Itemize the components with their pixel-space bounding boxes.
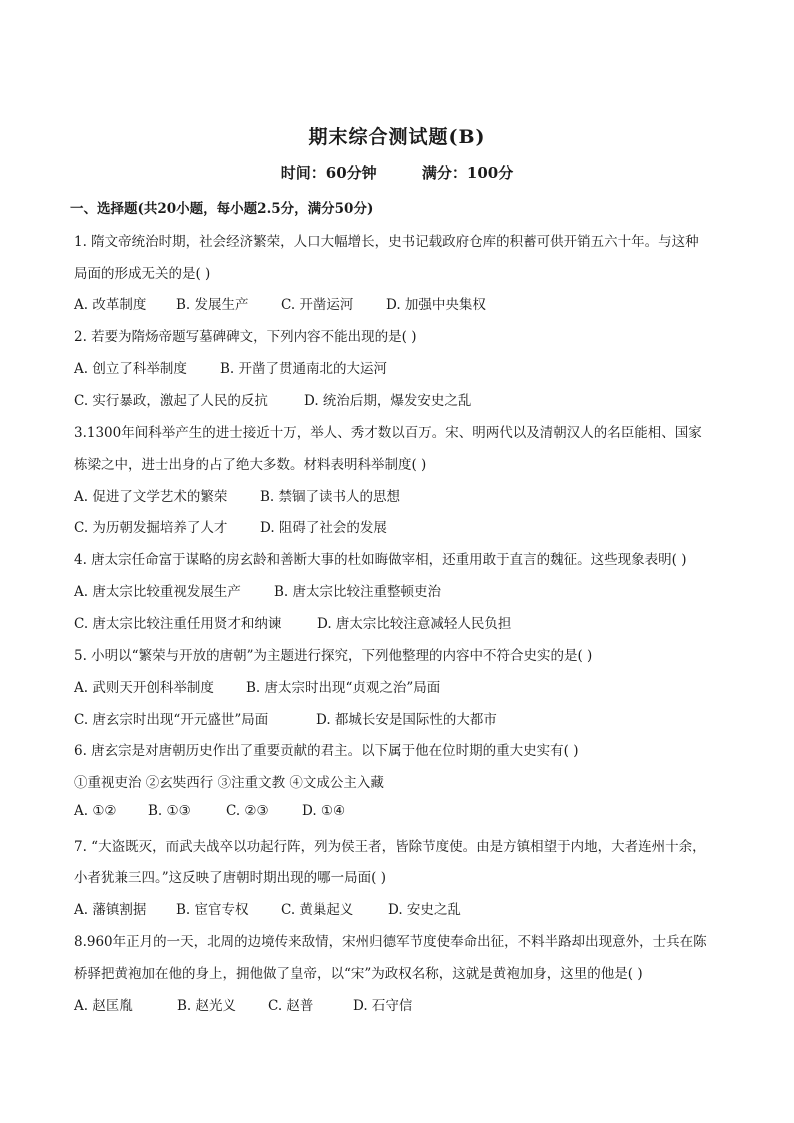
question-7-line-2: 小者犹兼三四。”这反映了唐朝时期出现的哪一局面( )	[74, 870, 386, 886]
question-2-line-1: 2. 若要为隋炀帝题写墓碑碑文，下列内容不能出现的是( )	[74, 329, 417, 345]
option-c: C. 唐玄宗时出现“开元盛世”局面	[74, 712, 269, 728]
option-d: D. 唐太宗比较注意减轻人民负担	[317, 616, 512, 632]
question-1-options	[74, 293, 486, 313]
option-d: D. 阻碍了社会的发展	[260, 520, 387, 536]
option-a: A. 促进了文学艺术的繁荣	[74, 489, 228, 505]
exam-time: 时间：60分钟	[280, 164, 377, 182]
question-4-options-row-1	[74, 580, 441, 600]
option-a: A. 武则天开创科举制度	[74, 680, 214, 696]
option-b: B. 开凿了贯通南北的大运河	[220, 361, 388, 377]
option-a: A. 改革制度	[74, 297, 147, 313]
page-title: 期末综合测试题(B)	[308, 126, 486, 148]
option-b: B. 发展生产	[176, 297, 249, 313]
question-5-line-1: 5. 小明以“繁荣与开放的唐朝”为主题进行探究，下列他整理的内容中不符合史实的是( )	[74, 648, 593, 664]
option-c: C. 黄巢起义	[281, 902, 354, 918]
exam-score: 满分：100分	[421, 164, 514, 182]
question-6-options	[74, 803, 345, 819]
option-a: A. 创立了科举制度	[74, 361, 187, 377]
option-d: D. 都城长安是国际性的大都市	[316, 712, 497, 728]
option-b: B. 禁锢了读书人的思想	[260, 489, 401, 505]
option-c: C. ②③	[226, 803, 269, 819]
question-4-options-row-2	[74, 612, 511, 632]
option-d: D. 安史之乱	[388, 902, 461, 918]
question-2-options-row-2	[74, 389, 471, 409]
question-5-options-row-1	[74, 676, 440, 696]
option-c: C. 唐太宗比较注重任用贤才和纳谏	[74, 616, 282, 632]
question-7-line-1: 7. “大盗既灭，而武夫战卒以功起行阵，列为侯王者，皆除节度使。由是方镇相望于内地，大者连州十余，	[74, 839, 706, 855]
question-3-options-row-1	[74, 485, 400, 505]
question-5-options-row-2	[74, 708, 497, 728]
question-3-options-row-2	[74, 516, 387, 536]
option-b: B. 赵光义	[177, 998, 237, 1014]
question-6-line-2: ①重视吏治 ②玄奘西行 ③注重文教 ④文成公主入藏	[74, 775, 384, 791]
option-a: A. 赵匡胤	[74, 998, 133, 1014]
question-2-options-row-1	[74, 357, 387, 377]
option-a: A. 唐太宗比较重视发展生产	[74, 584, 241, 600]
question-1-line-2: 局面的形成无关的是( )	[74, 266, 211, 282]
question-3-line-1: 3.1300年间科举产生的进士接近十万，举人、秀才数以百万。宋、明两代以及清朝汉人的名臣能相、国家	[74, 425, 702, 441]
exam-info	[0, 162, 794, 183]
option-a: A. 藩镇割据	[74, 902, 147, 918]
option-c: C. 为历朝发掘培养了人才	[74, 520, 228, 536]
question-6-line-1: 6. 唐玄宗是对唐朝历史作出了重要贡献的君主。以下属于他在位时期的重大史实有( )	[74, 743, 579, 759]
question-8-line-1: 8.960年正月的一天，北周的边境传来敌情，宋州归德军节度使奉命出征，不料半路却出现意外，士兵在陈	[74, 934, 707, 950]
section-heading: 一、选择题(共20小题，每小题2.5分，满分50分)	[70, 201, 374, 217]
question-4-line-1: 4. 唐太宗任命富于谋略的房玄龄和善断大事的杜如晦做宰相，还重用敢于直言的魏征。这些现象表明( )	[74, 552, 687, 568]
option-d: D. 石守信	[353, 998, 413, 1014]
option-c: C. 开凿运河	[281, 297, 354, 313]
option-b: B. ①③	[148, 803, 191, 819]
question-8-options	[74, 994, 412, 1014]
question-7-options	[74, 898, 461, 918]
question-8-line-2: 桥驿把黄袍加在他的身上，拥他做了皇帝，以“宋”为政权名称，这就是黄袍加身，这里的他是( )	[74, 966, 643, 982]
option-b: B. 唐太宗时出现“贞观之治”局面	[246, 680, 441, 696]
option-d: D. ①④	[302, 803, 346, 819]
option-c: C. 赵普	[268, 998, 314, 1014]
question-1-line-1: 1. 隋文帝统治时期，社会经济繁荣，人口大幅增长，史书记载政府仓库的积蓄可供开销五六十年。与这种	[74, 234, 699, 250]
option-a: A. ①②	[74, 803, 117, 819]
option-b: B. 唐太宗比较注重整顿吏治	[274, 584, 442, 600]
option-c: C. 实行暴政，激起了人民的反抗	[74, 393, 268, 409]
option-b: B. 宦官专权	[176, 902, 249, 918]
question-3-line-2: 栋梁之中，进士出身的占了绝大多数。材料表明科举制度( )	[74, 457, 427, 473]
option-d: D. 加强中央集权	[386, 297, 486, 313]
option-d: D. 统治后期，爆发安史之乱	[304, 393, 472, 409]
